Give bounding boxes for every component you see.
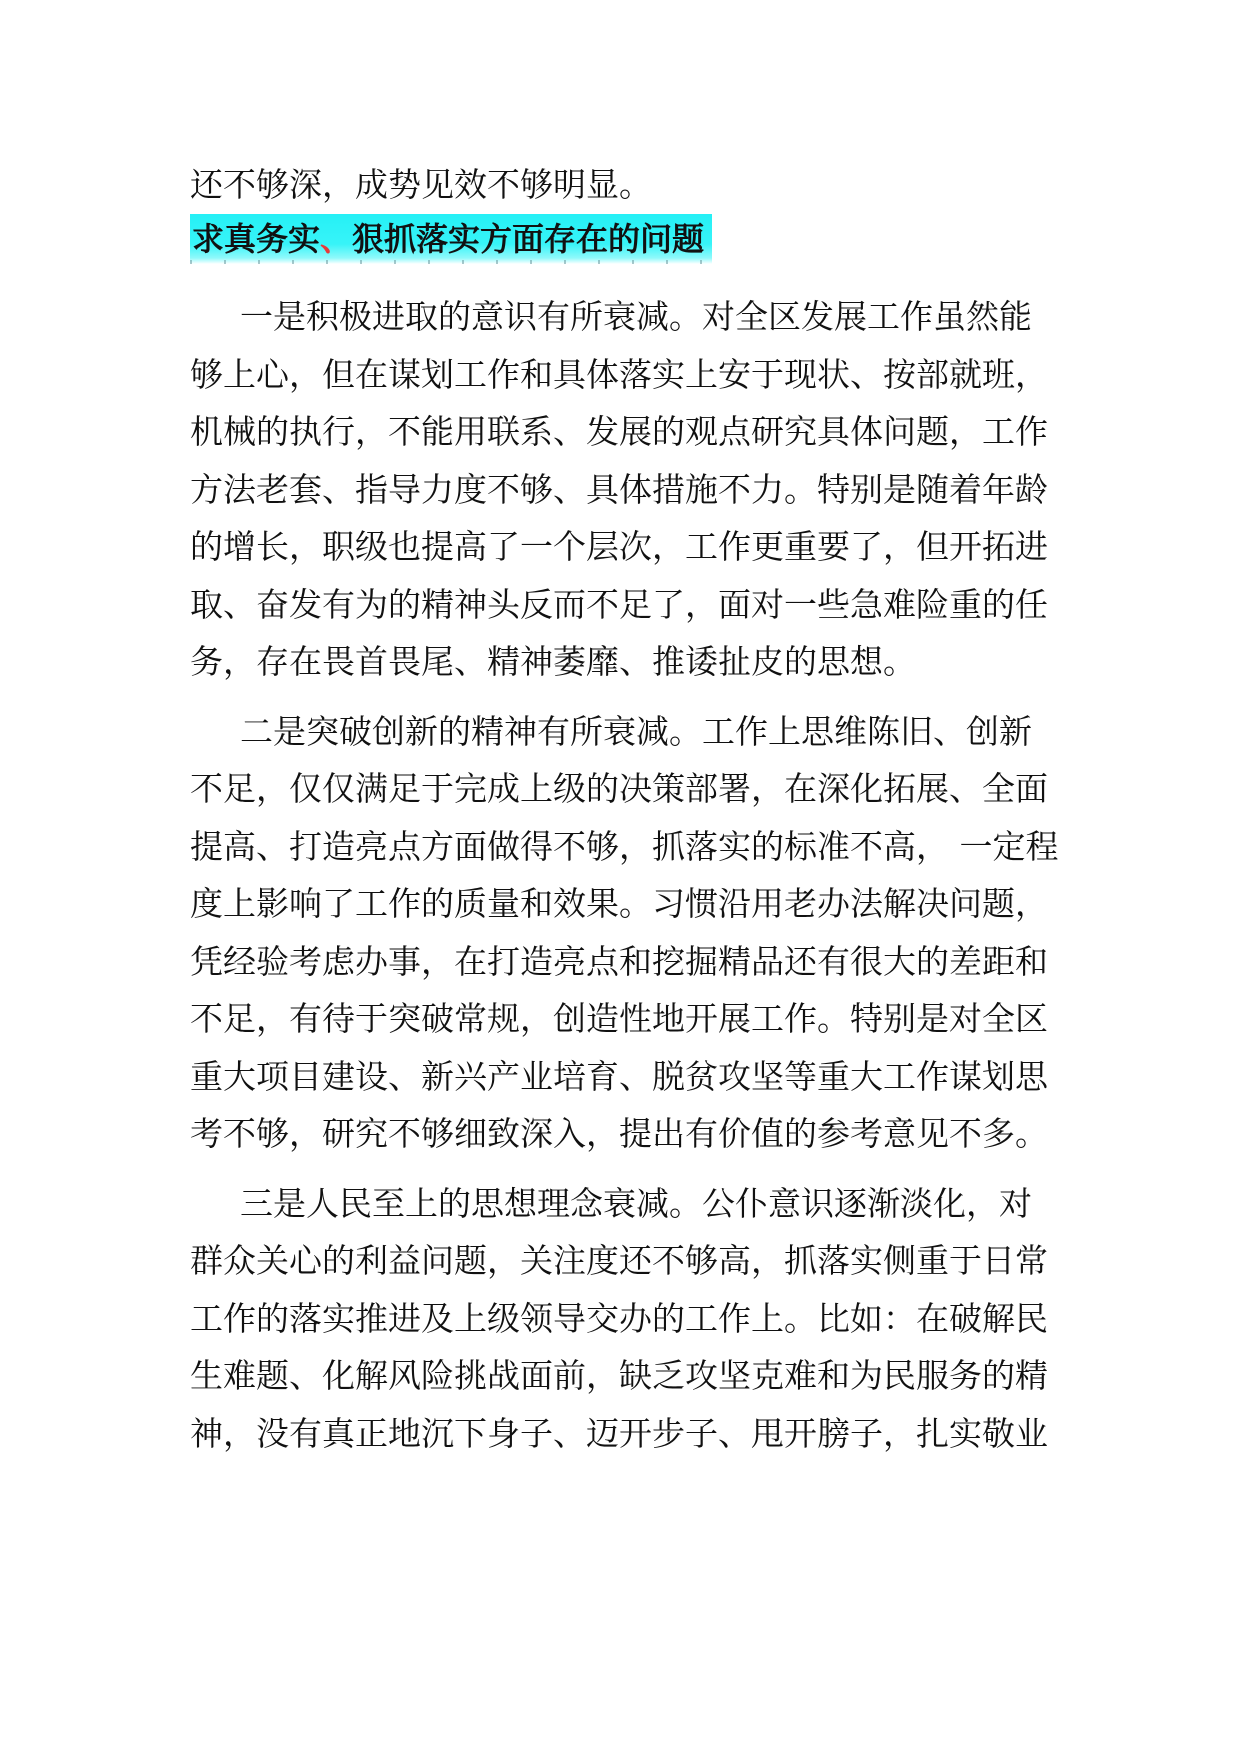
section-heading-part1: 求真务实 (192, 220, 321, 258)
paragraph-line: 考不够，研究不够细致深入，提出有价值的参考意见不多。 (190, 1114, 1048, 1153)
paragraph-line: 不足，有待于突破常规，创造性地开展工作。特别是对全区 (190, 999, 1048, 1038)
paragraph-line: 不足，仅仅满足于完成上级的决策部署，在深化拓展、全面 (190, 769, 1048, 808)
paragraph-line: 度上影响了工作的质量和效果。习惯沿用老办法解决问题， (190, 884, 1048, 923)
paragraph-line: 重大项目建设、新兴产业培育、脱贫攻坚等重大工作谋划思 (190, 1056, 1048, 1096)
paragraph-line: 机械的执行，不能用联系、发展的观点研究具体问题，工作 (190, 412, 1048, 451)
paragraph-line: 三是人民至上的思想理念衰减。公仆意识逐渐淡化，对 (240, 1183, 1032, 1223)
paragraph-line: 工作的落实推进及上级领导交办的工作上。比如：在破解民 (190, 1298, 1048, 1338)
heading-underline-decoration (190, 260, 712, 264)
paragraph-line: 够上心，但在谋划工作和具体落实上安于现状、按部就班， (190, 354, 1048, 394)
section-heading-separator: 、 (320, 220, 353, 258)
paragraph-line: 提高、打造亮点方面做得不够，抓落实的标准不高， 一定程 (190, 826, 1059, 866)
paragraph-2 (190, 703, 1070, 1163)
paragraph-3 (190, 1175, 1070, 1463)
paragraph-line: 取、奋发有为的精神头反而不足了，面对一些急难险重的任 (190, 584, 1048, 624)
paragraph-1 (190, 288, 1070, 691)
paragraph-line: 神，没有真正地沉下身子、迈开步子、甩开膀子，扎实敬业 (190, 1413, 1048, 1453)
document-body (190, 158, 1070, 1474)
paragraph-line: 一是积极进取的意识有所衰减。对全区发展工作虽然能 (240, 297, 1032, 336)
paragraph-line: 方法老套、指导力度不够、具体措施不力。特别是随着年龄 (190, 469, 1048, 509)
intro-line: 还不够深，成势见效不够明显。 (190, 165, 652, 204)
paragraph-line: 的增长，职级也提高了一个层次，工作更重要了，但开拓进 (190, 527, 1048, 566)
paragraph-line: 凭经验考虑办事，在打造亮点和挖掘精品还有很大的差距和 (190, 941, 1048, 981)
section-heading (190, 214, 712, 264)
paragraph-line: 务，存在畏首畏尾、精神萎靡、推诿扯皮的思想。 (190, 642, 916, 681)
paragraph-line: 二是突破创新的精神有所衰减。工作上思维陈旧、创新 (240, 711, 1032, 751)
section-heading-part2: 狠抓落实方面存在的问题 (352, 220, 705, 258)
paragraph-line: 生难题、化解风险挑战面前，缺乏攻坚克难和为民服务的精 (190, 1356, 1048, 1395)
section-heading-block (190, 214, 712, 264)
paragraph-line: 群众关心的利益问题，关注度还不够高，抓落实侧重于日常 (190, 1241, 1048, 1280)
